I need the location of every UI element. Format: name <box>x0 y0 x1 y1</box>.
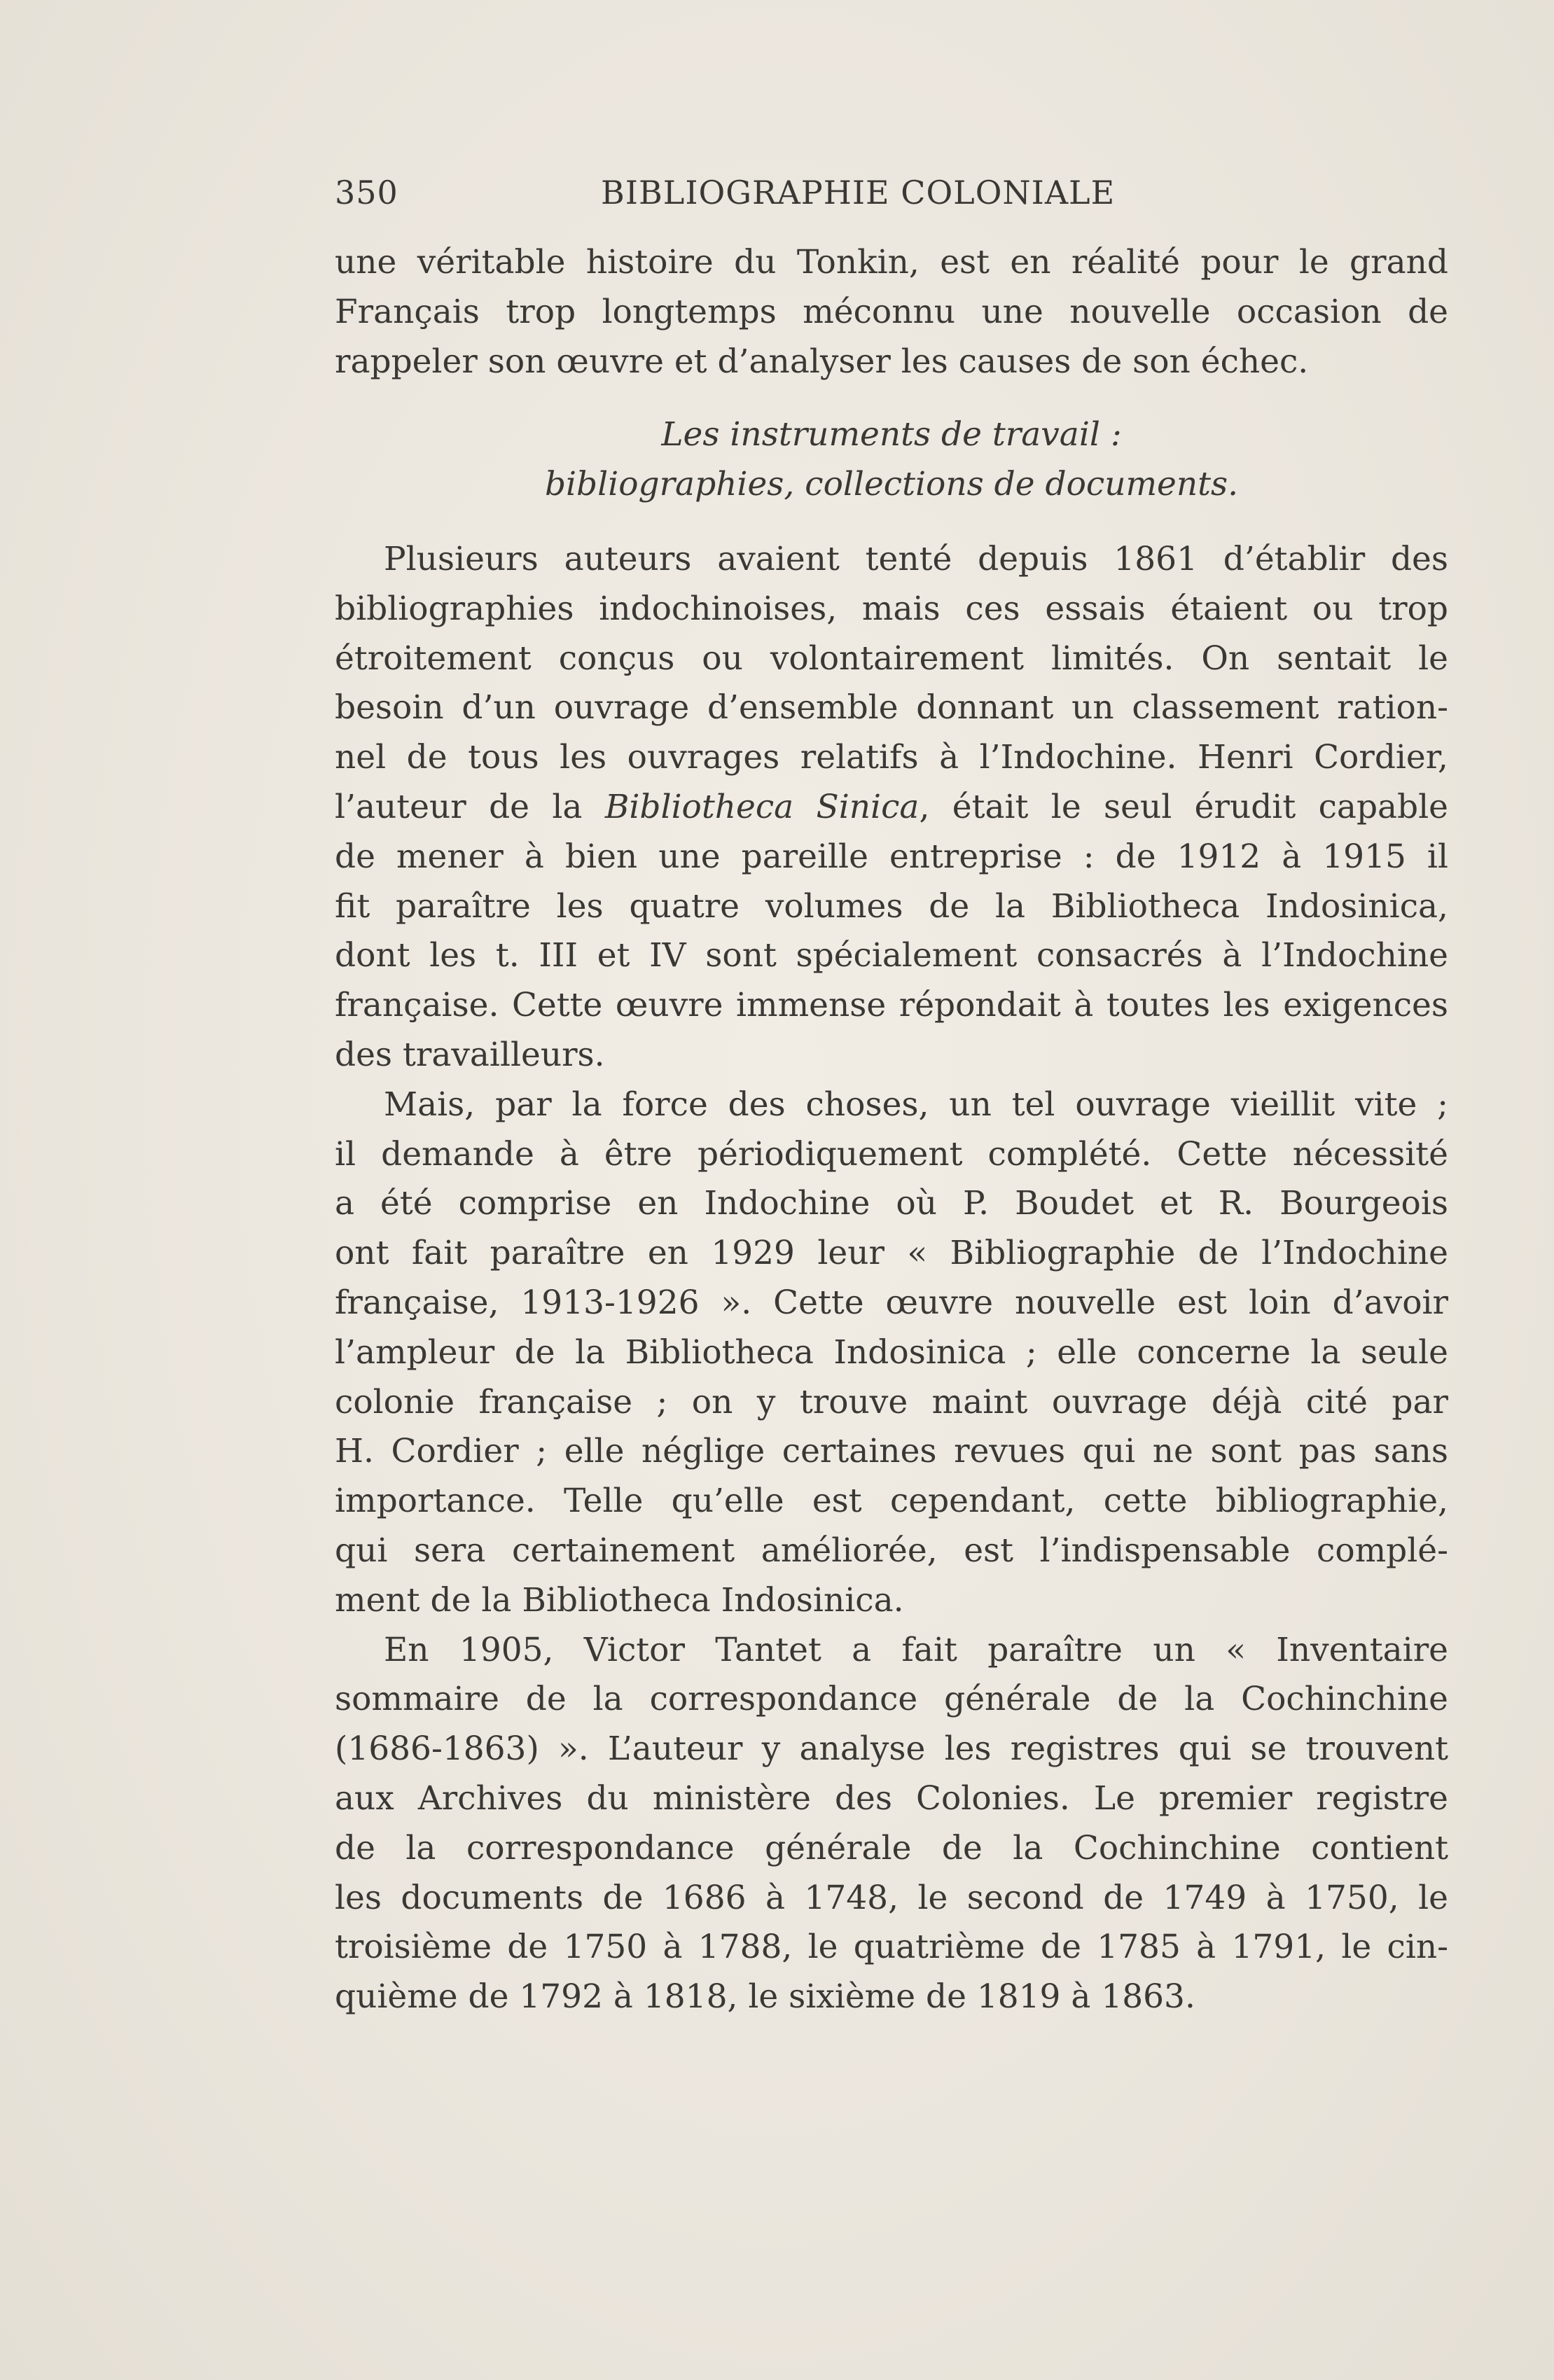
text-line-mixed <box>335 783 1448 833</box>
page-number: 350 <box>335 174 398 211</box>
text-line: les documents de 1686 à 1748, le second de 1749 à 1750, le <box>335 1878 1448 1917</box>
text-line: étroitement conçus ou volontairement limités. On sentait le <box>335 639 1448 678</box>
text-line: l’ampleur de la Bibliotheca Indosinica ; elle concerne la seule <box>335 1332 1448 1372</box>
running-head: BIBLIOGRAPHIE COLONIALE <box>601 174 1116 211</box>
text-line: Mais, par la force des choses, un tel ouvrage vieillit vite ; <box>384 1085 1448 1124</box>
text-line: de mener à bien une pareille entreprise : de 1912 à 1915 il <box>335 837 1448 876</box>
text-line: importance. Telle qu’elle est cependant, cette bibliographie, <box>335 1482 1448 1521</box>
text-segment: l’auteur de la <box>335 787 605 826</box>
text-line: des travailleurs. <box>335 1035 605 1074</box>
text-line: fit paraître les quatre volumes de la Bibliotheca Indosinica, <box>335 886 1448 926</box>
text-line: Plusieurs auteurs avaient tenté depuis 1861 d’établir des <box>384 539 1448 578</box>
text-line: ment de la Bibliotheca Indosinica. <box>335 1580 904 1620</box>
text-line: Français trop longtemps méconnu une nouvelle occasion de <box>335 292 1448 331</box>
text-line: qui sera certainement améliorée, est l’indispensable complé- <box>335 1531 1448 1570</box>
text-line: troisième de 1750 à 1788, le quatrième de 1785 à 1791, le cin- <box>335 1928 1448 1967</box>
body-text <box>335 238 1448 2022</box>
text-line: ont fait paraître en 1929 leur « Bibliographie de l’Indochine <box>335 1234 1448 1273</box>
page-header <box>335 174 1448 216</box>
text-line: française, 1913-1926 ». Cette œuvre nouvelle est loin d’avoir <box>335 1283 1448 1322</box>
text-line: aux Archives du ministère des Colonies. Le premier registre <box>335 1779 1448 1818</box>
text-line: française. Cette œuvre immense répondait à toutes les exigences <box>335 986 1448 1025</box>
text-line: besoin d’un ouvrage d’ensemble donnant un classement ration- <box>335 688 1448 728</box>
text-line: rappeler son œuvre et d’analyser les causes de son échec. <box>335 342 1309 381</box>
text-line: une véritable histoire du Tonkin, est en réalité pour le grand <box>335 243 1448 281</box>
text-line: bibliographies indochinoises, mais ces essais étaient ou trop <box>335 589 1448 628</box>
text-segment: , était le seul érudit capable <box>919 787 1448 826</box>
text-line: quième de 1792 à 1818, le sixième de 1819 à 1863. <box>335 1977 1195 2017</box>
text-line: En 1905, Victor Tantet a fait paraître un « Inventaire <box>384 1630 1448 1669</box>
text-line: dont les t. III et IV sont spécialement consacrés à l’Indochine <box>335 936 1448 975</box>
text-line: sommaire de la correspondance générale de la Cochinchine <box>335 1680 1448 1719</box>
text-line: H. Cordier ; elle néglige certaines revues qui ne sont pas sans <box>335 1432 1448 1471</box>
text-line: nel de tous les ouvrages relatifs à l’Indochine. Henri Cordier, <box>335 738 1448 777</box>
text-line: de la correspondance générale de la Cochinchine contient <box>335 1828 1448 1867</box>
text-line: (1686-1863) ». L’auteur y analyse les registres qui se trouvent <box>335 1730 1448 1769</box>
text-line: colonie française ; on y trouve maint ouvrage déjà cité par <box>335 1382 1448 1421</box>
section-heading-line: bibliographies, collections de documents. <box>544 465 1239 504</box>
section-heading-line: Les instruments de travail : <box>661 415 1122 454</box>
text-line: il demande à être périodiquement complété. Cette nécessité <box>335 1134 1448 1174</box>
text-line: a été comprise en Indochine où P. Boudet et R. Bourgeois <box>335 1184 1448 1223</box>
book-title-italic: Bibliotheca Sinica <box>604 787 920 826</box>
